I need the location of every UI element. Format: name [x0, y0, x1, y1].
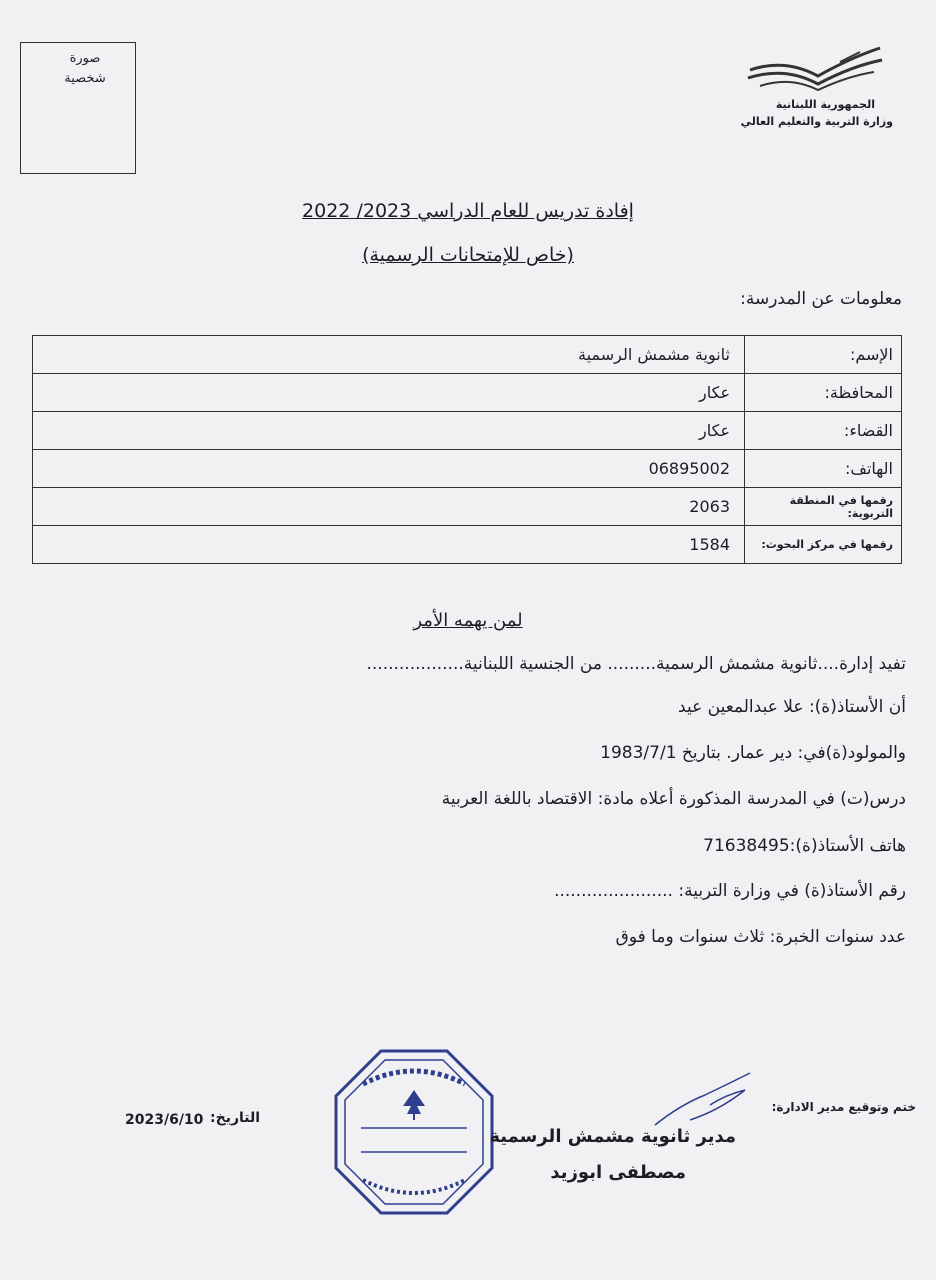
open-book-icon [740, 40, 890, 98]
row-key: المحافظة: [745, 374, 902, 412]
body-line-experience: عدد سنوات الخبرة: ثلاث سنوات وما فوق [615, 927, 906, 947]
republic-name: الجمهورية اللبنانية [775, 98, 875, 111]
body-line-subject: درس(ت) في المدرسة المذكورة أعلاه مادة: الاقتصاد باللغة العربية [441, 789, 906, 809]
body-line-birth: والمولود(ة)في: دير عمار. بتاريخ 1983/7/1 [600, 743, 906, 763]
ministry-logo [735, 40, 895, 135]
photo-label-line1: صورة [69, 51, 101, 66]
row-key: الإسم: [745, 336, 902, 374]
row-value: عكار [33, 374, 745, 412]
row-key: الهاتف: [745, 450, 902, 488]
personal-photo-box [20, 42, 136, 174]
table-row [33, 374, 902, 412]
row-key: رقمها في المنطقة التربوية: [745, 488, 902, 526]
school-info-table [32, 335, 902, 564]
row-key: رقمها في مركز البحوث: [745, 526, 902, 564]
body-line-administration: تفيد إدارة....ثانوية مشمش الرسمية......... من الجنسية اللبنانية.................. [366, 654, 906, 674]
director-name: مصطفى ابوزيد [550, 1162, 686, 1183]
document-title: إفادة تدريس للعام الدراسي 2023/ 2022 [302, 200, 634, 222]
table-row [33, 412, 902, 450]
to-whom-heading: لمن يهمه الأمر [413, 610, 523, 631]
row-key: القضاء: [745, 412, 902, 450]
table-row [33, 336, 902, 374]
date-label: التاريخ: [210, 1110, 261, 1126]
row-value: عكار [33, 412, 745, 450]
official-stamp [333, 1048, 495, 1216]
row-value: ثانوية مشمش الرسمية [33, 336, 745, 374]
table-row [33, 526, 902, 564]
photo-label [45, 49, 125, 89]
table-row [33, 488, 902, 526]
body-line-ministry-number: رقم الأستاذ(ة) في وزارة التربية: ...................... [554, 881, 906, 901]
document-subtitle: (خاص للإمتحانات الرسمية) [362, 244, 574, 266]
row-value: 06895002 [33, 450, 745, 488]
school-info-label: معلومات عن المدرسة: [740, 289, 902, 309]
director-title: مدير ثانوية مشمش الرسمية [489, 1126, 736, 1147]
body-line-phone: هاتف الأستاذ(ة):71638495 [703, 836, 906, 856]
signature-scribble [650, 1065, 760, 1135]
row-value: 2063 [33, 488, 745, 526]
table-row [33, 450, 902, 488]
signature-label: ختم وتوقيع مدير الادارة: [771, 1100, 916, 1114]
row-value: 1584 [33, 526, 745, 564]
ministry-name: وزارة التربية والتعليم العالي [740, 115, 893, 128]
date-value: 2023/6/10 [125, 1112, 204, 1128]
cedar-icon [403, 1090, 425, 1114]
body-line-teacher-name: أن الأستاذ(ة): علا عبدالمعين عيد [678, 697, 906, 717]
photo-label-line2: شخصية [64, 71, 106, 86]
